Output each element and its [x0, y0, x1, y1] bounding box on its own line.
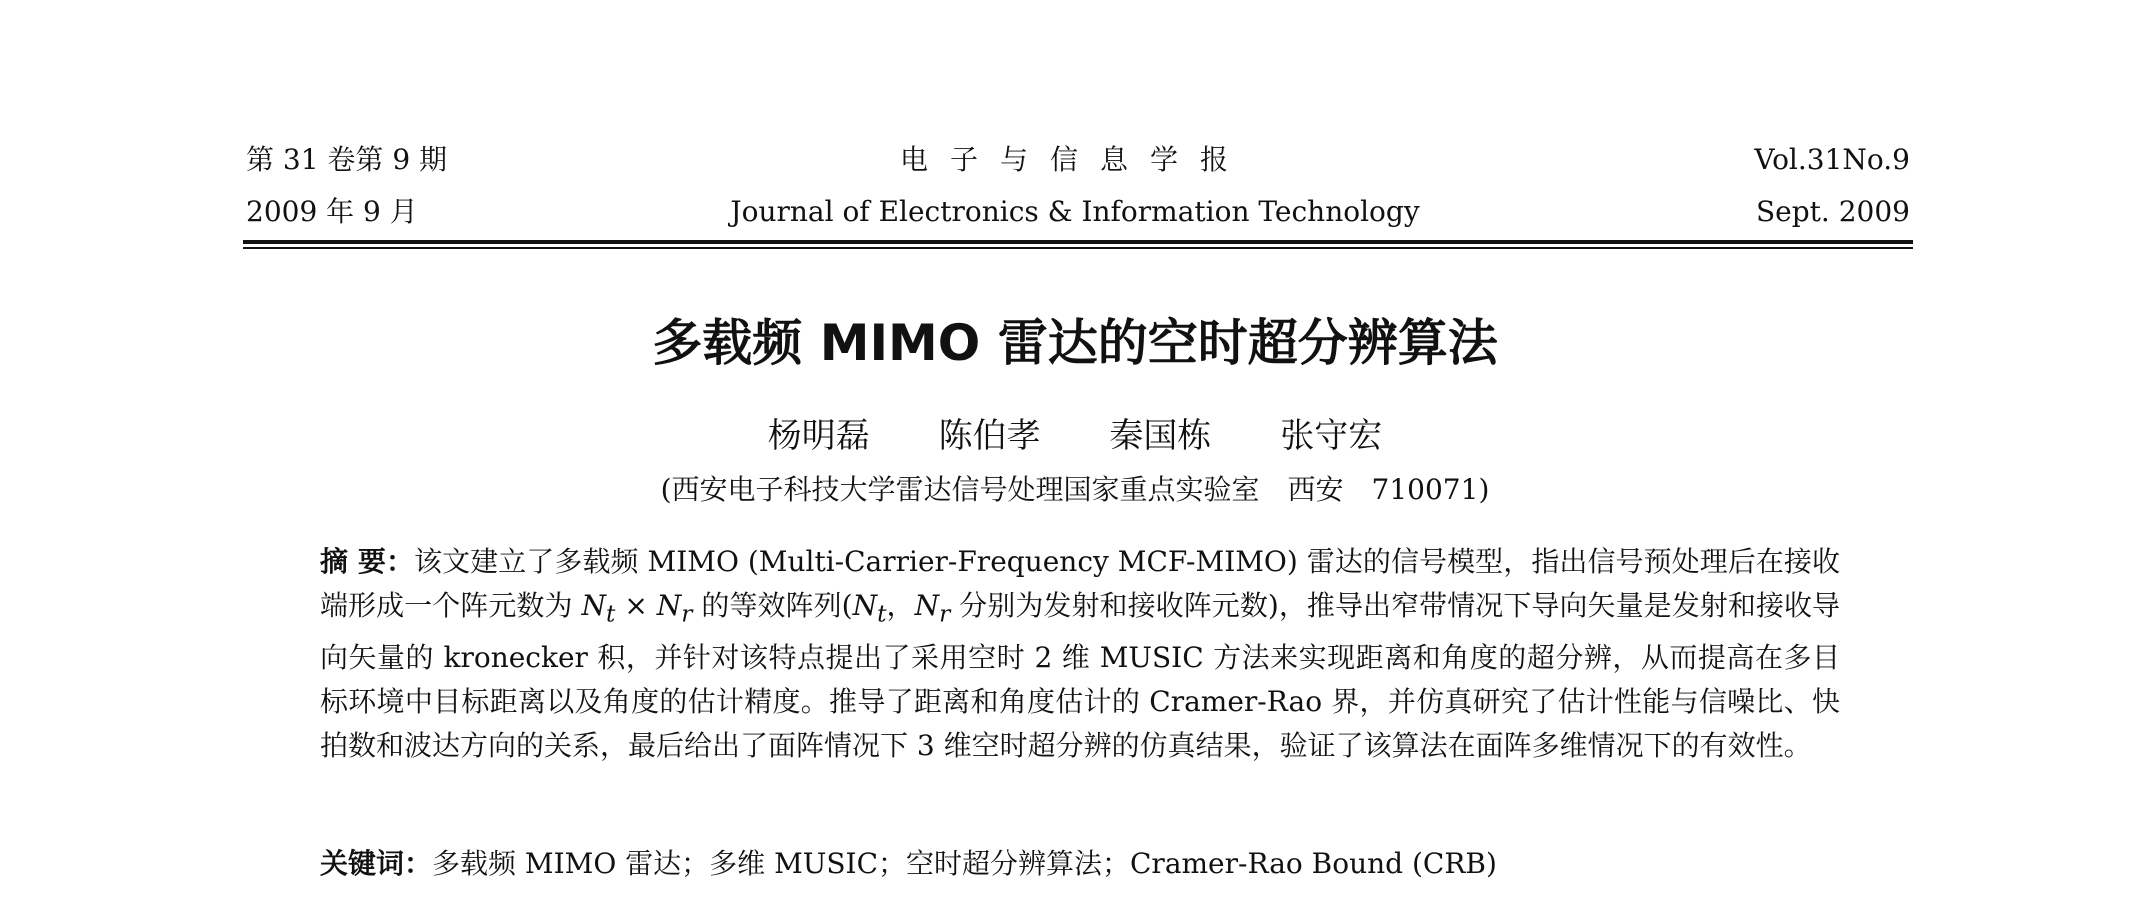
abstract-paragraph — [320, 540, 1840, 768]
abstract-text-2: 的等效阵列( — [692, 589, 853, 622]
math-n: N — [656, 589, 682, 622]
math-subscript: t — [606, 599, 616, 628]
abstract-text-3: ， — [886, 589, 915, 622]
volume-issue-cn: 第 31 卷第 9 期 — [246, 143, 448, 176]
journal-name-cn: 电子与信息学报 — [899, 143, 1250, 176]
keywords-line — [320, 842, 1840, 886]
math-subscript: r — [939, 599, 951, 628]
date-cn: 2009 年 9 月 — [246, 195, 418, 228]
math-n: N — [914, 589, 940, 622]
math-n: N — [581, 589, 606, 622]
header-rule-thick — [243, 240, 1913, 244]
math-subscript: r — [681, 599, 693, 628]
affiliation: (西安电子科技大学雷达信号处理国家重点实验室 西安 710071) — [660, 473, 1490, 506]
abstract-label: 摘 要： — [320, 545, 415, 578]
journal-name-en: Journal of Electronics & Information Technology — [730, 195, 1420, 228]
abstract-text-1: 该文建立了多载频 MIMO (Multi-Carrier-Frequency MCF-MIMO) 雷达的信号模型，指出信号预处理后在接收端形成一个阵元数为 — [320, 545, 1841, 622]
math-subscript: t — [877, 599, 887, 628]
date-en: Sept. 2009 — [1756, 195, 1910, 228]
volume-issue-en: Vol.31No.9 — [1754, 143, 1910, 176]
header-rule-thin — [243, 247, 1913, 249]
keywords-text: 多载频 MIMO 雷达；多维 MUSIC；空时超分辨算法；Cramer-Rao Bound (CRB) — [432, 847, 1497, 880]
math-n: N — [852, 589, 878, 622]
author-list: 杨明磊 陈伯孝 秦国栋 张守宏 — [767, 416, 1383, 456]
abstract-text-4: 分别为发射和接收阵元数)，推导出窄带情况下导向矢量是发射和接收导向矢量的 kronecker 积，并针对该特点提出了采用空时 2 维 MUSIC 方法来实现距离和角度的超分辨，从而提高在多目标环境中目标距离以及角度的估计精度。推导了距离和角度估计的 Cramer-Rao 界，并仿真研究了估计性能与信噪比、快拍数和波达方向的关系，最后给出了面阵情况下 3 维空时超分辨的仿真结果，验证了该算法在面阵多维情况下的有效性。 — [320, 589, 1840, 762]
paper-title: 多载频 MIMO 雷达的空时超分辨算法 — [652, 314, 1498, 372]
math-times: × — [615, 589, 657, 622]
keywords-label: 关键词： — [320, 847, 433, 880]
